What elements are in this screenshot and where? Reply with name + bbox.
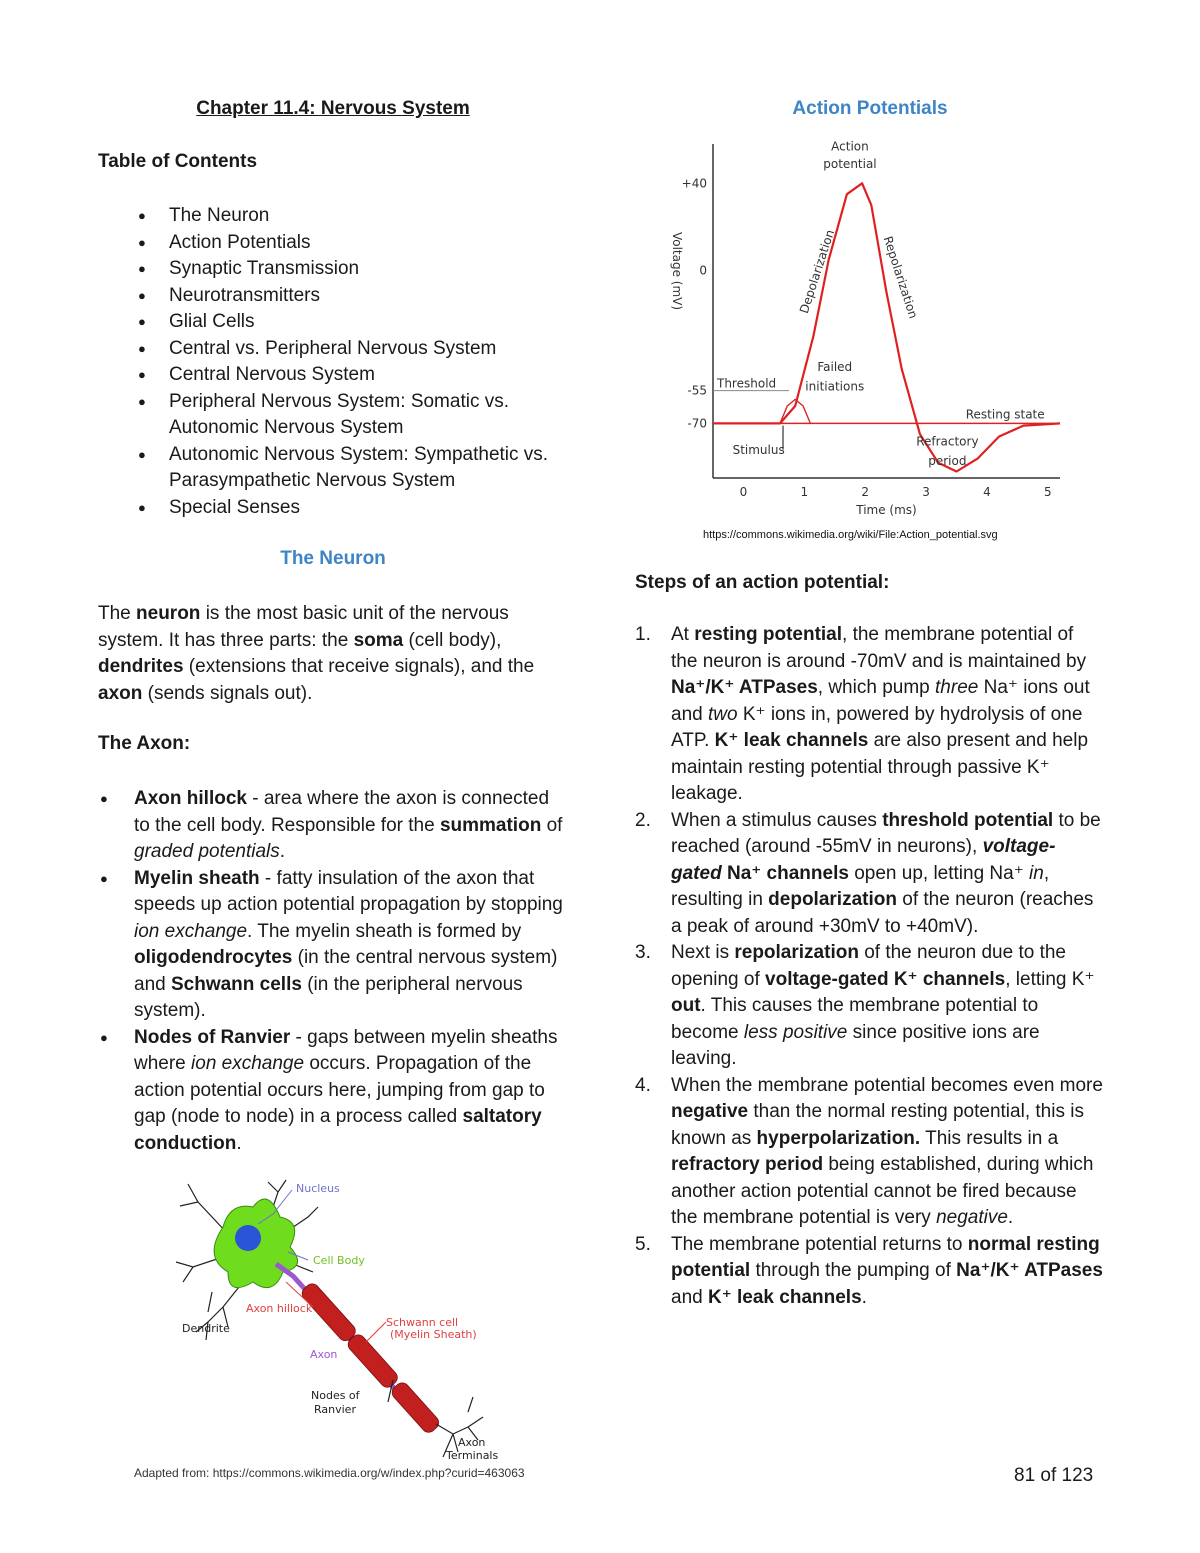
axon-hillock-label: Axon hillock <box>246 1302 313 1315</box>
chapter-title: Chapter 11.4: Nervous System <box>196 98 470 119</box>
toc-item[interactable]: ● Central vs. Peripheral Nervous System <box>98 336 568 363</box>
step-item: 3. Next is repolarization of the neuron due to the opening of voltage-gated K⁺ channels, letting K⁺ out. This causes the membrane potential to become less positive since positive ions are leaving. <box>635 942 1095 1069</box>
action-potential-chart <box>655 138 1075 518</box>
depolarization-label: Depolarization <box>796 227 838 316</box>
cell-body-label: Cell Body <box>313 1254 365 1267</box>
myelin-sheath-item: ● Myelin sheath - fatty insulation of the axon that speeds up action potential propagation by stopping ion exchange. The myelin sheath is formed by oligodendrocytes (in the central nervous system) and Schwann cells (in the peripheral nervous system). <box>98 866 568 1025</box>
toc-item[interactable]: ● The Neuron <box>98 203 568 230</box>
toc-item[interactable]: ● Peripheral Nervous System: Somatic vs. Autonomic Nervous System <box>98 389 568 442</box>
schwann-cell-label: Schwann cell <box>386 1316 459 1329</box>
x-tick-label: 0 <box>739 485 748 499</box>
toc-item[interactable]: ● Action Potentials <box>98 230 568 257</box>
y-tick-label: -70 <box>687 416 707 431</box>
steps-list <box>635 622 1105 1311</box>
toc-item[interactable]: ● Synaptic Transmission <box>98 256 568 283</box>
nucleus-shape <box>235 1225 261 1251</box>
repolarization-label: Repolarization <box>880 234 921 321</box>
nodes-of-ranvier-item: ● Nodes of Ranvier - gaps between myelin sheaths where ion exchange occurs. Propagation of the action potential occurs here, jumping from gap to gap (node to node) in a process called saltatory conduction. <box>98 1025 568 1158</box>
toc-item[interactable]: ● Neurotransmitters <box>98 283 568 310</box>
toc-item[interactable]: ● Glial Cells <box>98 309 568 336</box>
axon-hillock-item: ● Axon hillock - area where the axon is connected to the cell body. Responsible for the summation of graded potentials. <box>98 786 568 866</box>
axon-terminals-label-2: Terminals <box>446 1449 499 1462</box>
neuron-paragraph: The neuron is the most basic unit of the nervous system. It has three parts: the soma (cell body), dendrites (extensions that receive signals), and the axon (sends signals out). <box>98 603 535 704</box>
axon-label: Axon <box>310 1348 338 1361</box>
page-number: 81 of 123 <box>1014 1465 1094 1486</box>
stimulus-label: Stimulus <box>732 442 785 457</box>
resting-state-label: Resting state <box>965 407 1045 422</box>
x-axis-label: Time (ms) <box>856 503 917 517</box>
y-tick-label: 0 <box>699 263 707 278</box>
action-potential-curve <box>713 183 1060 471</box>
toc-item[interactable]: ● Autonomic Nervous System: Sympathetic vs. Parasympathetic Nervous System <box>98 442 568 495</box>
toc-heading: Table of Contents <box>98 151 258 172</box>
x-tick-label: 5 <box>1044 485 1052 499</box>
axon-heading: The Axon: <box>98 733 191 754</box>
action-potential-label-2: potential <box>823 157 877 172</box>
action-potential-caption: https://commons.wikimedia.org/wiki/File:Action_potential.svg <box>703 529 998 541</box>
refractory-period-label-1: Refractory <box>916 434 979 449</box>
x-tick-label: 1 <box>800 485 809 499</box>
nodes-of-ranvier-label-2: Ranvier <box>314 1403 356 1416</box>
axon-list <box>98 786 568 1157</box>
failed-initiations-label-2: initiations <box>805 379 865 394</box>
x-tick-label: 2 <box>861 485 870 499</box>
dendrite-label: Dendrite <box>182 1322 230 1335</box>
step-item: 5. The membrane potential returns to normal resting potential through the pumping of Na⁺/K⁺ ATPases and K⁺ leak channels. <box>635 1233 1103 1308</box>
y-tick-label: -55 <box>687 383 707 398</box>
neuron-figure-caption: Adapted from: https://commons.wikimedia.org/w/index.php?curid=463063 <box>134 1466 525 1480</box>
myelin-sheath-label: (Myelin Sheath) <box>390 1328 477 1341</box>
x-tick-label: 4 <box>983 485 991 499</box>
toc-list <box>98 203 568 521</box>
x-tick-label: 3 <box>922 485 930 499</box>
refractory-period-label-2: period <box>928 453 967 468</box>
neuron-heading: The Neuron <box>280 548 386 569</box>
step-item: 1. At resting potential, the membrane potential of the neuron is around -70mV and is maintained by Na⁺/K⁺ ATPases, which pump three Na⁺ ions out and two K⁺ ions in, powered by hydrolysis of one ATP. K⁺ leak channels are also present and help maintain resting potential through passive K⁺ leakage. <box>635 624 1090 804</box>
neuron-diagram <box>168 1172 508 1464</box>
failed-initiations-label-1: Failed <box>817 360 853 375</box>
nodes-of-ranvier-label-1: Nodes of <box>311 1389 360 1402</box>
toc-item[interactable]: ● Special Senses <box>98 495 568 522</box>
step-item: 2. When a stimulus causes threshold potential to be reached (around -55mV in neurons), voltage-gated Na⁺ channels open up, letting Na⁺ in, resulting in depolarization of the neuron (reaches a peak of around +30mV to +40mV). <box>635 809 1101 937</box>
nucleus-label: Nucleus <box>296 1182 340 1195</box>
steps-heading: Steps of an action potential: <box>635 572 890 593</box>
action-potentials-heading: Action Potentials <box>792 98 948 119</box>
y-axis-label: Voltage (mV) <box>670 231 684 311</box>
threshold-label: Threshold <box>717 376 777 391</box>
y-tick-label: +40 <box>681 176 707 191</box>
toc-item[interactable]: ● Central Nervous System <box>98 362 568 389</box>
action-potential-label-1: Action <box>831 139 869 154</box>
step-item: 4. When the membrane potential becomes even more negative than the normal resting potential, this is known as hyperpolarization. This results in a refractory period being established, during which another action potential cannot be fired because the membrane potential is very negative. <box>635 1074 1103 1228</box>
axon-terminals-label-1: Axon <box>458 1436 486 1449</box>
